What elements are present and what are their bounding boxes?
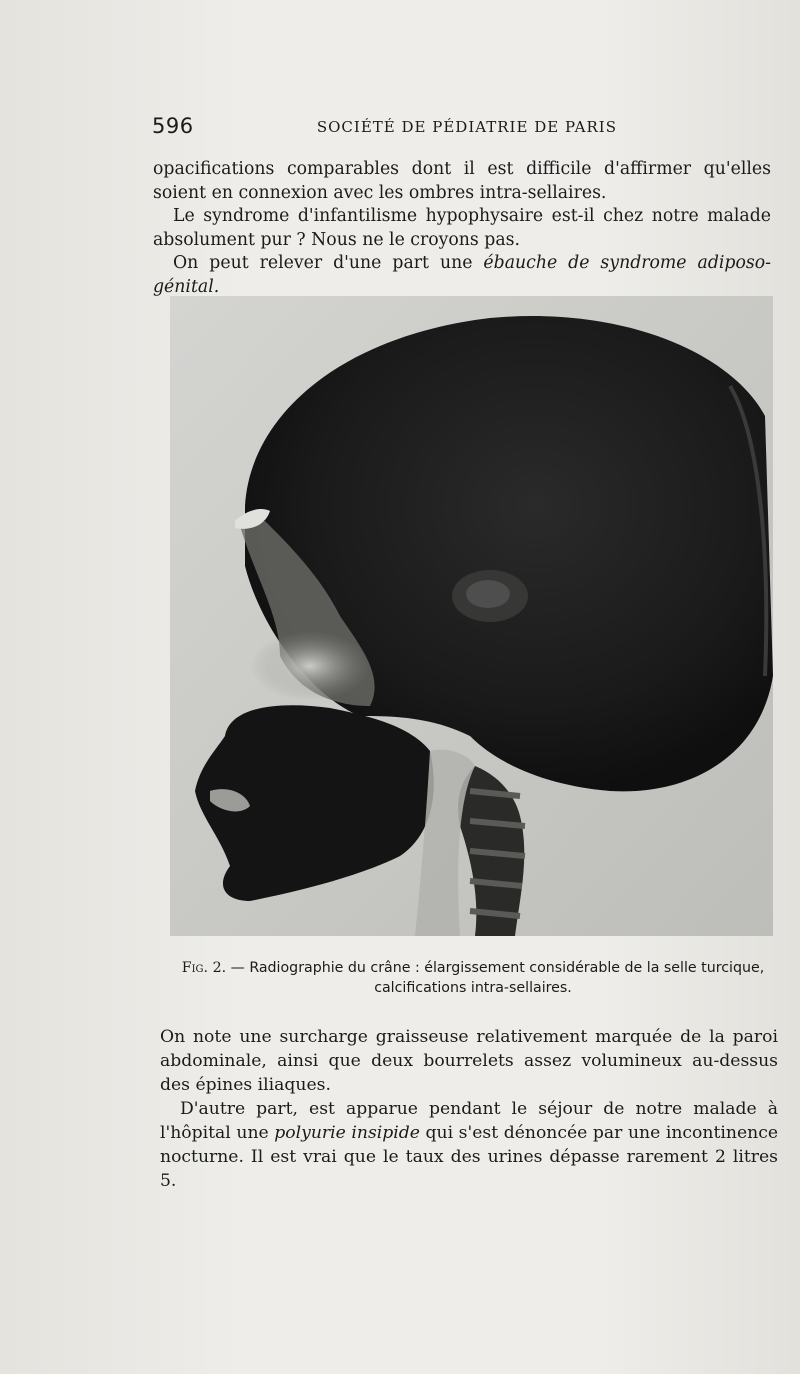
page-number: 596 [152,114,194,138]
body-text-top [153,158,771,299]
caption-text: — Radiographie du crâne : élargissement considérable de la selle turcique, calcifications intra-sellaires. [226,960,765,996]
skull-radiograph-figure [170,296,773,936]
italic-term: ébauche de syndrome adiposo-génital. [153,253,771,297]
body-text-bottom [160,1025,778,1193]
running-head [152,114,617,142]
figure-label: Fig. 2. [181,960,227,976]
skull-radiograph-image [170,296,773,936]
paragraph [153,252,771,299]
journal-title: SOCIÉTÉ DE PÉDIATRIE DE PARIS [316,118,617,136]
paragraph-text: On peut relever d'une part une [173,253,484,273]
paragraph: On note une surcharge graisseuse relativement marquée de la paroi abdominale, ainsi que deux bourrelets assez volumineux au-dessus des épines iliaques. [160,1027,778,1095]
paragraph-text: D'autre part, est apparue pendant le séjour de notre malade à l'hôpital une [160,1099,778,1143]
italic-term: polyurie insipide [274,1123,420,1143]
paragraph [160,1097,778,1193]
paragraph: opacifications comparables dont il est difficile d'affirmer qu'elles soient en connexion avec les ombres intra-sellaires. [153,159,771,203]
paragraph: Le syndrome d'infantilisme hypophysaire est-il chez notre malade absolument pur ? Nous ne le croyons pas. [153,206,771,250]
paragraph-text: qui s'est dénoncée par une incontinence nocturne. Il est vrai que le taux des urines dépasse rarement 2 litres 5. [160,1123,778,1191]
figure-caption [178,958,768,998]
